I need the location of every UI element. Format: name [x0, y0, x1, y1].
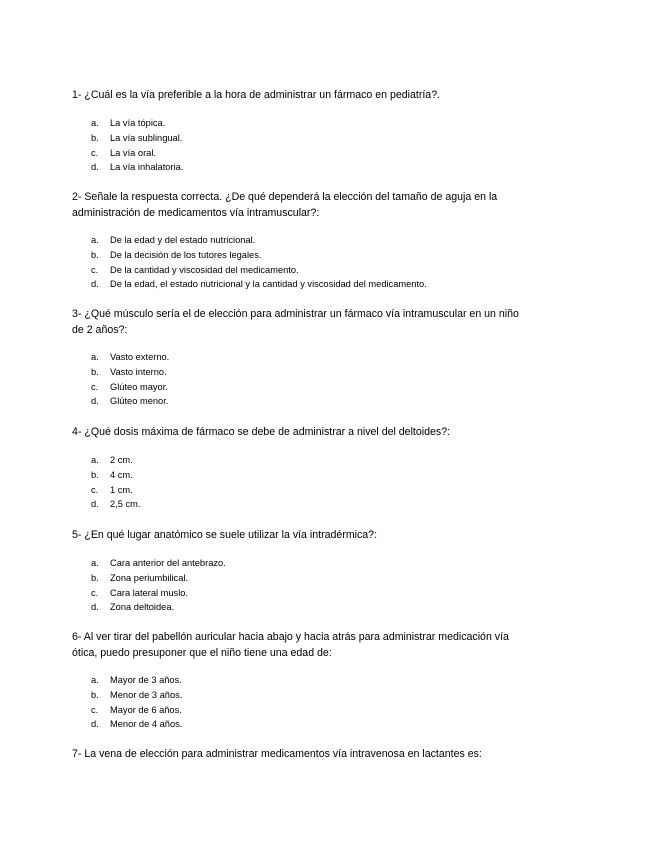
options-list-3 — [91, 350, 169, 409]
question-6 — [72, 629, 522, 661]
option-item: d. Zona deltoidea. — [91, 602, 175, 613]
options-list-1 — [91, 116, 183, 175]
option-item: c. De la cantidad y viscosidad del medicamento. — [91, 264, 299, 275]
question-text: 5- ¿En qué lugar anatómico se suele utilizar la vía intradérmica?: — [72, 529, 378, 541]
options-list-6 — [91, 673, 182, 732]
option-item: c. Mayor de 6 años. — [91, 704, 182, 715]
question-7 — [72, 746, 522, 762]
question-5 — [72, 527, 522, 543]
option-item: a. De la edad y del estado nutricional. — [91, 235, 256, 245]
question-2 — [72, 189, 522, 221]
option-item: d. 2,5 cm. — [91, 499, 141, 510]
question-text: 2- Señale la respuesta correcta. ¿De qué dependerá la elección del tamaño de aguja en la administración de medicamentos vía intramuscular?: — [72, 191, 498, 219]
question-text: 7- La vena de elección para administrar medicamentos vía intravenosa en lactantes es: — [72, 748, 482, 760]
options-list-2 — [91, 233, 427, 292]
option-item: d. Glúteo menor. — [91, 396, 169, 407]
options-list-4 — [91, 453, 140, 512]
option-item: b. Menor de 3 años. — [91, 689, 183, 700]
option-item: b. De la decisión de los tutores legales. — [91, 249, 262, 260]
option-item: a. Vasto externo. — [91, 352, 170, 362]
option-item: b. Vasto interno. — [91, 366, 167, 377]
option-item: c. Glúteo mayor. — [91, 381, 168, 392]
question-text: 3- ¿Qué músculo sería el de elección para administrar un fármaco vía intramuscular en un niño de 2 años?: — [72, 308, 519, 336]
option-item: d. Menor de 4 años. — [91, 719, 183, 730]
question-text: 1- ¿Cuál es la vía preferible a la hora de administrar un fármaco en pediatría?. — [72, 89, 441, 101]
question-3 — [72, 306, 522, 338]
option-item: d. De la edad, el estado nutricional y la cantidad y viscosidad del medicamento. — [91, 279, 427, 290]
option-item: a. La vía tópica. — [91, 118, 166, 128]
option-item: b. Zona periumbilical. — [91, 572, 189, 583]
option-item: b. 4 cm. — [91, 469, 133, 480]
option-item: a. 2 cm. — [91, 455, 133, 465]
question-text: 4- ¿Qué dosis máxima de fármaco se debe de administrar a nivel del deltoides?: — [72, 426, 451, 438]
option-item: d. La vía inhalatoria. — [91, 162, 184, 173]
option-item: c. La vía oral. — [91, 147, 156, 158]
options-list-5 — [91, 556, 226, 615]
question-1 — [72, 87, 522, 103]
option-item: c. Cara lateral muslo. — [91, 587, 189, 598]
option-item: a. Cara anterior del antebrazo. — [91, 558, 226, 568]
option-item: a. Mayor de 3 años. — [91, 675, 182, 685]
option-item: c. 1 cm. — [91, 484, 133, 495]
question-4 — [72, 424, 522, 440]
question-text: 6- Al ver tirar del pabellón auricular hacia abajo y hacia atrás para administrar medicación vía ótica, puedo presuponer que el niño tiene una edad de: — [72, 631, 509, 659]
option-item: b. La vía sublingual. — [91, 132, 183, 143]
